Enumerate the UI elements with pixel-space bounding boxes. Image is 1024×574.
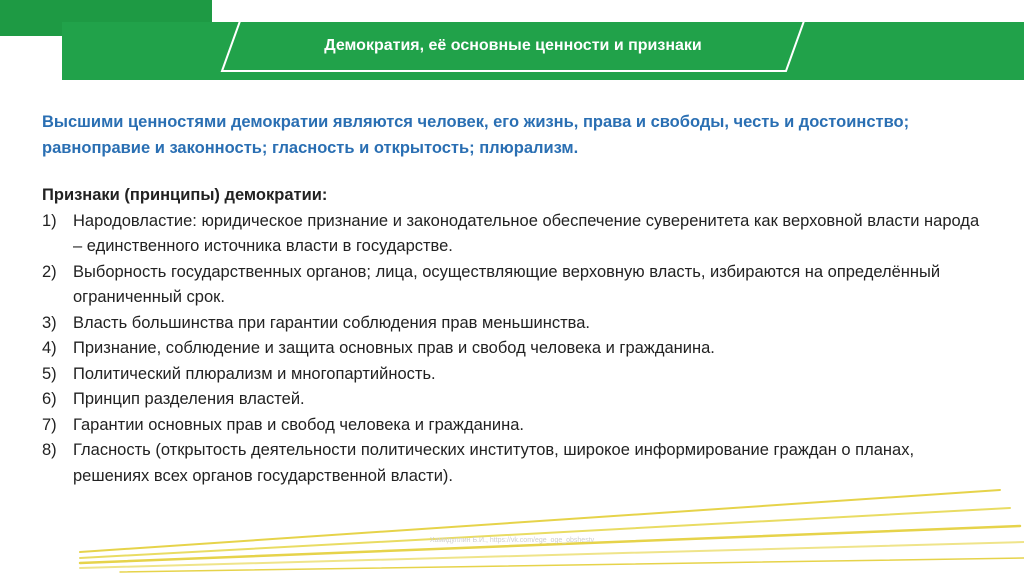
item-text: Признание, соблюдение и защита основных прав и свобод человека и гражданина. [73,339,715,357]
decorative-bottom-lines [0,470,1024,574]
footer-credit: Хамидуллин Б.И., https://vk.com/ege_oge_obshestv [429,537,595,544]
item-text: Гласность (открытость деятельности политических институтов, широкое информирование граждан о планах, решениях всех органов государственной власти). [73,441,915,485]
signs-list [42,209,987,490]
item-number: 8) [42,441,57,459]
item-text: Гарантии основных прав и свобод человека и гражданина. [73,415,524,434]
item-text: Власть большинства при гарантии соблюдения прав меньшинства. [73,313,590,332]
signs-heading: Признаки (принципы) демократии: [42,186,328,204]
item-number: 5) [42,364,57,383]
item-number: 3) [42,313,57,332]
slide-content [42,110,987,489]
list-item [42,260,987,311]
item-number: 4) [42,339,57,357]
item-number: 6) [42,390,57,408]
item-text: Принцип разделения властей. [73,390,305,408]
list-item [42,311,987,337]
slide-title: Демократия, её основные ценности и признаки [324,37,702,54]
item-number: 1) [42,211,57,230]
list-item [42,362,987,388]
item-text: Выборность государственных органов; лица, осуществляющие верховную власть, избираются на определённый ограниченный срок. [73,262,941,306]
list-item [42,336,987,362]
item-text: Народовластие: юридическое признание и законодательное обеспечение суверенитета как верховной власти народа – единственного источника власти в государстве. [73,211,980,255]
item-number: 7) [42,415,57,434]
item-text: Политический плюрализм и многопартийность. [73,364,436,383]
item-number: 2) [42,262,57,281]
list-item [42,413,987,439]
list-item [42,387,987,413]
list-item [42,209,987,260]
lead-paragraph: Высшими ценностями демократии являются человек, его жизнь, права и свободы, честь и достоинство; равноправие и законность; гласность и открытость; плюрализм. [42,113,910,157]
